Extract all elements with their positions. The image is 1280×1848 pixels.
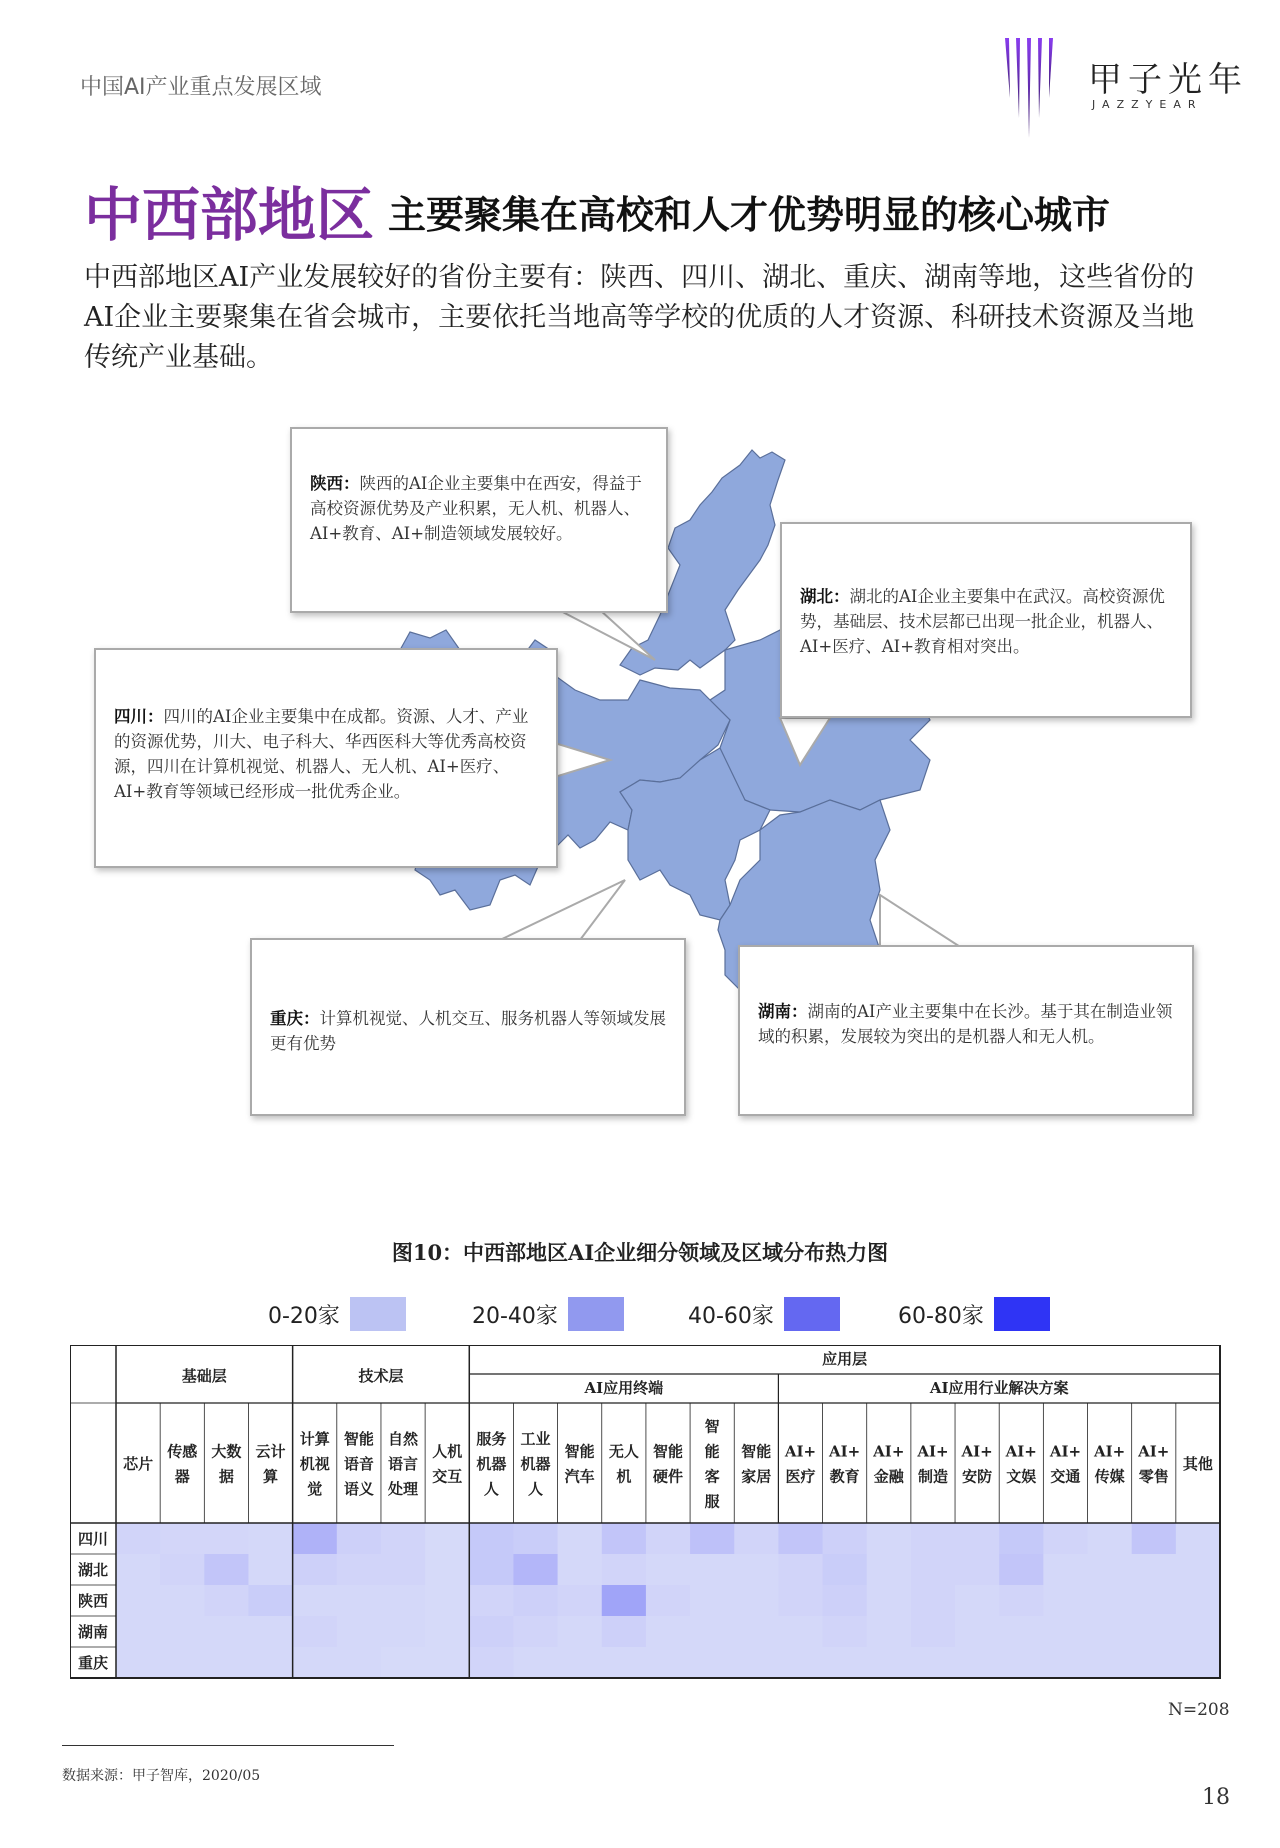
- column-label: 处理: [388, 1480, 419, 1498]
- heat-cell: [999, 1616, 1044, 1648]
- heat-cell: [823, 1647, 868, 1679]
- heat-cell: [1088, 1585, 1133, 1617]
- legend-label: 40-60家: [688, 1303, 774, 1329]
- brand-name-en: JAZZYEAR: [1092, 98, 1203, 111]
- heat-cell: [116, 1523, 161, 1555]
- column-label: 语音: [343, 1455, 374, 1473]
- heat-cell: [1132, 1616, 1177, 1648]
- heat-cell: [116, 1616, 161, 1648]
- column-label: 教育: [829, 1467, 860, 1486]
- legend-swatch: [784, 1297, 840, 1331]
- heat-cell: [823, 1616, 868, 1648]
- column-label: 家居: [741, 1467, 772, 1486]
- legend-item-4: [898, 1296, 1050, 1332]
- heat-cell: [867, 1585, 912, 1617]
- heat-cell: [337, 1554, 382, 1586]
- column-label: AI+: [1049, 1442, 1082, 1461]
- column-label: 客: [704, 1467, 720, 1486]
- subgroup-label: AI应用行业解决方案: [929, 1379, 1069, 1397]
- column-label: AI+: [829, 1442, 861, 1461]
- sample-size-note: N=208: [1168, 1700, 1230, 1720]
- heat-cell: [204, 1554, 249, 1586]
- heat-cell: [337, 1523, 382, 1555]
- callout-chongqing: [250, 938, 686, 1116]
- heat-cell: [1043, 1585, 1088, 1617]
- column-label: 算: [263, 1467, 279, 1486]
- heat-cell: [160, 1616, 205, 1648]
- column-label: 金融: [873, 1467, 904, 1486]
- column-label: 交通: [1050, 1467, 1081, 1486]
- heat-cell: [955, 1554, 1000, 1586]
- heat-cell: [734, 1585, 779, 1617]
- heat-cell: [999, 1585, 1044, 1617]
- heat-cell: [558, 1523, 603, 1555]
- column-label: 机: [616, 1467, 632, 1486]
- heat-cell: [823, 1585, 868, 1617]
- heat-cell: [778, 1523, 823, 1555]
- heat-cell: [425, 1647, 470, 1679]
- callout-label: 陕西：: [310, 474, 360, 493]
- heat-cell: [558, 1554, 603, 1586]
- callout-text: 湖南的AI产业主要集中在长沙。基于其在制造业领域的积累，发展较为突出的是机器人和无人机。: [758, 1002, 1173, 1046]
- heat-cell: [911, 1647, 956, 1679]
- heat-cell: [469, 1585, 514, 1617]
- heat-cell: [1132, 1585, 1177, 1617]
- heat-cell: [204, 1616, 249, 1648]
- column-label: 语言: [388, 1455, 419, 1473]
- heat-cell: [425, 1523, 470, 1555]
- intro-paragraph: 中西部地区AI产业发展较好的省份主要有：陕西、四川、湖北、重庆、湖南等地，这些省份的AI企业主要聚集在省会城市，主要依托当地高等学校的优质的人才资源、科研技术资源及当地传统产业基础。: [84, 262, 1195, 373]
- row-label: 湖南: [77, 1623, 109, 1641]
- heat-cell: [999, 1647, 1044, 1679]
- heat-cell: [911, 1554, 956, 1586]
- column-label: 硬件: [652, 1467, 684, 1486]
- page-title: 中西部地区: [84, 181, 375, 249]
- column-label: 汽车: [564, 1467, 595, 1486]
- heat-cell: [204, 1647, 249, 1679]
- heat-cell: [1176, 1585, 1221, 1617]
- column-label: 智能: [343, 1430, 374, 1448]
- callout-hunan: [738, 945, 1194, 1116]
- row-label: 重庆: [77, 1654, 109, 1672]
- heat-cell: [602, 1585, 647, 1617]
- heat-cell: [1043, 1647, 1088, 1679]
- heat-cell: [293, 1554, 338, 1586]
- heat-cell: [690, 1647, 735, 1679]
- heat-cell: [1176, 1523, 1221, 1555]
- column-label: 计算: [299, 1430, 330, 1448]
- subgroup-label: AI应用终端: [584, 1379, 664, 1397]
- heat-cell: [1088, 1616, 1133, 1648]
- column-label: 器: [174, 1467, 190, 1486]
- heat-cell: [1088, 1523, 1133, 1555]
- heat-cell: [513, 1616, 558, 1648]
- column-label: AI+: [784, 1442, 817, 1461]
- heat-cell: [160, 1554, 205, 1586]
- heat-cell: [204, 1523, 249, 1555]
- heat-cell: [690, 1616, 735, 1648]
- heat-cell: [778, 1616, 823, 1648]
- heat-cell: [513, 1554, 558, 1586]
- column-label: 机视: [299, 1455, 330, 1473]
- heat-cell: [381, 1554, 426, 1586]
- heat-cell: [381, 1585, 426, 1617]
- heat-cell: [116, 1585, 161, 1617]
- column-label: 能: [704, 1442, 720, 1461]
- heat-cell: [248, 1647, 293, 1679]
- column-label: 文娱: [1006, 1467, 1037, 1486]
- heat-cell: [955, 1616, 1000, 1648]
- callout-sichuan: [94, 648, 558, 868]
- heat-cell: [646, 1554, 691, 1586]
- column-label: 医疗: [785, 1467, 816, 1486]
- heat-cell: [823, 1554, 868, 1586]
- heat-cell: [1176, 1554, 1221, 1586]
- heat-cell: [1132, 1523, 1177, 1555]
- heat-cell: [425, 1554, 470, 1586]
- heat-cell: [867, 1616, 912, 1648]
- column-label: 交互: [432, 1467, 463, 1486]
- column-label: 传感: [167, 1442, 198, 1461]
- heat-cell: [204, 1585, 249, 1617]
- column-label: 语义: [343, 1480, 374, 1498]
- heatmap-table: [70, 1345, 1222, 1680]
- heat-cell: [425, 1616, 470, 1648]
- column-label: 觉: [307, 1480, 323, 1498]
- group-label: 技术层: [358, 1367, 404, 1385]
- column-label: 工业: [520, 1430, 551, 1448]
- heat-cell: [646, 1616, 691, 1648]
- column-label: 自然: [388, 1430, 419, 1448]
- heat-cell: [911, 1585, 956, 1617]
- heat-cell: [337, 1616, 382, 1648]
- header-subtitle: 中国AI产业重点发展区域: [80, 75, 322, 100]
- callout-label: 湖南：: [758, 1002, 808, 1021]
- heat-cell: [955, 1585, 1000, 1617]
- column-label: AI+: [1138, 1442, 1170, 1461]
- heat-cell: [602, 1523, 647, 1555]
- heat-cell: [955, 1647, 1000, 1679]
- column-label: 无人: [608, 1442, 639, 1461]
- legend-item-2: [472, 1296, 624, 1332]
- heat-cell: [469, 1647, 514, 1679]
- row-label: 湖北: [77, 1561, 109, 1579]
- heat-cell: [734, 1554, 779, 1586]
- heat-cell: [425, 1585, 470, 1617]
- heat-cell: [293, 1585, 338, 1617]
- heat-cell: [293, 1616, 338, 1648]
- heat-cell: [1176, 1616, 1221, 1648]
- heat-cell: [867, 1523, 912, 1555]
- heat-cell: [1132, 1647, 1177, 1679]
- legend-swatch: [350, 1297, 406, 1331]
- legend-label: 60-80家: [898, 1303, 984, 1329]
- column-label: 智能: [564, 1442, 595, 1461]
- heat-cell: [999, 1554, 1044, 1586]
- heat-cell: [646, 1585, 691, 1617]
- column-label: 服务: [476, 1430, 507, 1448]
- heat-cell: [955, 1523, 1000, 1555]
- heat-cell: [1088, 1647, 1133, 1679]
- row-label: 四川: [77, 1530, 109, 1548]
- legend-swatch: [568, 1297, 624, 1331]
- heat-cell: [1043, 1616, 1088, 1648]
- heat-cell: [602, 1647, 647, 1679]
- heat-cell: [469, 1523, 514, 1555]
- heat-cell: [558, 1616, 603, 1648]
- callout-label: 四川：: [114, 707, 164, 726]
- column-label: 智: [704, 1417, 720, 1436]
- legend-swatch: [994, 1297, 1050, 1331]
- heat-cell: [513, 1585, 558, 1617]
- group-label: 基础层: [181, 1367, 227, 1385]
- column-label: 机器: [520, 1455, 551, 1473]
- column-label: AI+: [917, 1442, 949, 1461]
- heat-cell: [867, 1554, 912, 1586]
- heat-cell: [690, 1554, 735, 1586]
- heat-cell: [1043, 1523, 1088, 1555]
- heat-cell: [381, 1647, 426, 1679]
- column-label: 云计: [255, 1442, 286, 1461]
- heat-cell: [381, 1616, 426, 1648]
- heat-cell: [558, 1585, 603, 1617]
- column-label: 智能: [652, 1442, 684, 1461]
- heat-cell: [469, 1554, 514, 1586]
- column-label: 制造: [917, 1467, 948, 1486]
- row-label: 陕西: [77, 1592, 109, 1610]
- heat-cell: [116, 1554, 161, 1586]
- heat-cell: [778, 1554, 823, 1586]
- heat-cell: [337, 1647, 382, 1679]
- brand-name: 甲子光年: [1088, 60, 1248, 100]
- heat-cell: [646, 1647, 691, 1679]
- column-label: 据: [218, 1467, 234, 1486]
- heat-cell: [160, 1585, 205, 1617]
- heat-cell: [602, 1616, 647, 1648]
- heat-cell: [734, 1616, 779, 1648]
- callout-text: 陕西的AI企业主要集中在西安，得益于高校资源优势及产业积累，无人机、机器人、AI+教育、AI+制造领域发展较好。: [310, 474, 642, 543]
- heat-cell: [160, 1647, 205, 1679]
- heat-cell: [1176, 1647, 1221, 1679]
- column-label: AI+: [1005, 1442, 1037, 1461]
- group-label: 应用层: [822, 1350, 868, 1368]
- heat-cell: [160, 1523, 205, 1555]
- heat-cell: [1132, 1554, 1177, 1586]
- callout-hubei: [780, 522, 1192, 718]
- heat-cell: [867, 1647, 912, 1679]
- heat-cell: [690, 1585, 735, 1617]
- heat-cell: [734, 1523, 779, 1555]
- heat-cell: [558, 1647, 603, 1679]
- heat-cell: [248, 1554, 293, 1586]
- heat-cell: [513, 1523, 558, 1555]
- column-label: 人: [483, 1480, 499, 1498]
- footnote-divider: [62, 1745, 394, 1746]
- heat-cell: [778, 1647, 823, 1679]
- heat-cell: [690, 1523, 735, 1555]
- column-label: 服: [704, 1492, 720, 1511]
- legend-label: 0-20家: [268, 1303, 340, 1329]
- heat-cell: [381, 1523, 426, 1555]
- heat-cell: [469, 1616, 514, 1648]
- legend-item-1: [268, 1296, 406, 1332]
- heat-cell: [911, 1523, 956, 1555]
- figure-title: 图10：中西部地区AI企业细分领域及区域分布热力图: [391, 1240, 889, 1265]
- heat-cell: [1088, 1554, 1133, 1586]
- heat-cell: [513, 1647, 558, 1679]
- column-label: 人机: [432, 1442, 463, 1461]
- callout-text: 四川的AI企业主要集中在成都。资源、人才、产业的资源优势，川大、电子科大、华西医科大等优秀高校资源，四川在计算机视觉、机器人、无人机、AI+医疗、AI+教育等领域已经形成一批优秀企业。: [114, 707, 529, 801]
- heat-cell: [337, 1585, 382, 1617]
- page-number: 18: [1202, 1785, 1230, 1810]
- heat-cell: [602, 1554, 647, 1586]
- column-label: 其他: [1182, 1455, 1213, 1473]
- column-label: 智能: [741, 1442, 772, 1461]
- heat-cell: [778, 1585, 823, 1617]
- page-subtitle: 主要聚集在高校和人才优势明显的核心城市: [388, 193, 1111, 237]
- column-label: 安防: [962, 1467, 993, 1486]
- column-label: AI+: [961, 1442, 993, 1461]
- heat-cell: [248, 1585, 293, 1617]
- callout-shaanxi: [290, 427, 668, 613]
- heat-cell: [734, 1647, 779, 1679]
- heat-cell: [911, 1616, 956, 1648]
- column-label: AI+: [873, 1442, 905, 1461]
- heat-cell: [646, 1523, 691, 1555]
- heat-cell: [293, 1523, 338, 1555]
- column-label: 芯片: [123, 1455, 154, 1473]
- column-label: 机器: [476, 1455, 507, 1473]
- heat-cell: [248, 1616, 293, 1648]
- column-label: 大数: [211, 1442, 242, 1461]
- column-label: 零售: [1138, 1467, 1169, 1486]
- callout-text: 湖北的AI企业主要集中在武汉。高校资源优势，基础层、技术层都已出现一批企业，机器人、AI+医疗、AI+教育相对突出。: [800, 587, 1165, 656]
- callout-label: 湖北：: [800, 587, 850, 606]
- data-source: 数据来源：甲子智库，2020/05: [62, 1768, 261, 1784]
- column-label: AI+: [1093, 1442, 1126, 1461]
- column-label: 传媒: [1094, 1467, 1125, 1486]
- heat-cell: [248, 1523, 293, 1555]
- heat-cell: [116, 1647, 161, 1679]
- legend-label: 20-40家: [472, 1303, 558, 1329]
- heat-cell: [293, 1647, 338, 1679]
- heat-cell: [823, 1523, 868, 1555]
- column-label: 人: [528, 1480, 544, 1498]
- heat-cell: [999, 1523, 1044, 1555]
- callout-label: 重庆：: [270, 1009, 320, 1028]
- heat-cell: [1043, 1554, 1088, 1586]
- callout-text: 计算机视觉、人机交互、服务机器人等领域发展更有优势: [270, 1009, 666, 1053]
- legend-item-3: [688, 1296, 840, 1332]
